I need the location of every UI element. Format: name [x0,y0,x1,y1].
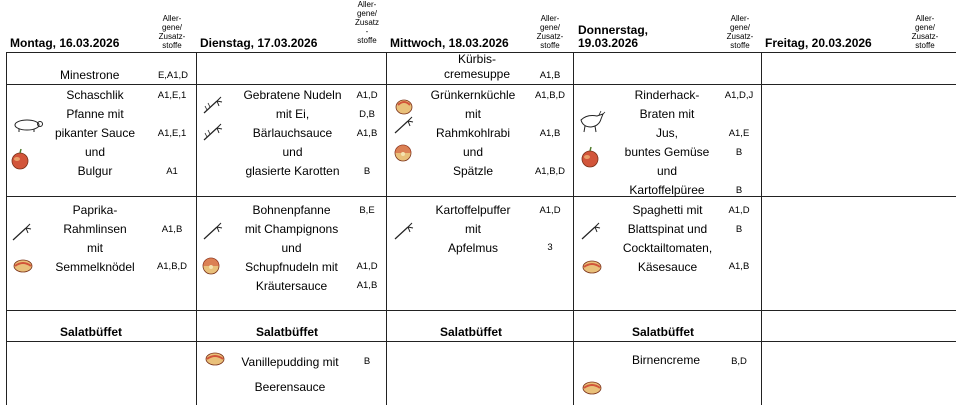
main-dish-monday: Schaschlik Pfanne mit pikanter Sauce und Bulgur [54,88,136,178]
second-dish-thursday: Spaghetti mit Blattspinat und Cocktailtomaten, Käsesauce [622,203,713,274]
dessert-tuesday: Vanillepudding mit Beerensauce [241,355,339,394]
allergen-header: Aller- gene/ Zusatz- stoffe [158,14,186,50]
allergen-code: A1,B [161,224,183,235]
allergen-code: E,A1,D [157,70,189,81]
carrot-icon [392,116,414,136]
row-divider [6,341,956,342]
allergen-code: B [735,224,743,235]
allergen-codes: A1,E,1 A1,E,1 A1 [157,90,187,177]
day-header-thursday [578,24,648,50]
allergen-code: A1,B [356,280,378,291]
carrot-icon [201,96,223,116]
second-dish-wednesday: Kartoffelpuffer mit Apfelmus [435,203,511,255]
carrot-icon [392,222,414,242]
col-divider [196,52,197,405]
carrot-icon [201,222,223,242]
salad-buffet-monday: Salatbüffet [60,325,123,339]
col-divider [573,52,574,405]
apple-icon [10,148,30,170]
second-dish-monday: Paprika- Rahmlinsen mit Semmelknödel [55,203,135,274]
allergen-codes: A1,D D,B A1,B B [356,90,378,177]
allergen-code: A1,B [728,261,750,272]
allergen-code: A1,B,D [156,261,188,272]
second-dish-tuesday: Bohnenpfanne mit Champignons und Schupfnudeln mit Kräutersauce [244,203,339,293]
row-divider [6,84,956,85]
allergen-codes: A1,D,J A1,E B B [724,90,754,196]
allergen-header: Aller- gene/ Zusatz- stoffe [726,14,754,50]
allergen-code: A1,D [539,205,561,216]
salad-buffet-tuesday: Salatbüffet [256,325,319,339]
row-divider [6,196,956,197]
main-dish-wednesday: Grünkernküchle mit Rahmkohlrabi und Spätzle [430,88,516,178]
apple-icon [580,146,600,168]
allergen-code: B,E [359,205,375,216]
soup-monday: Minestrone [60,68,120,82]
col-divider [6,52,7,405]
apple-half-icon [392,143,414,163]
main-dish-tuesday: Gebratene Nudeln mit Ei, Bärlauchsauce und glasierte Karotten [243,88,342,178]
day-header-thursday-line2: 19.03.2026 [578,36,639,50]
main-dish-thursday: Rinderhack- Braten mit Jus, buntes Gemüse und Kartoffelpüree [624,88,710,197]
carrot-icon [10,223,32,243]
allergen-code: A1,D [356,261,378,272]
allergen-header: Aller- gene/ Zusatz - stoffe [354,0,379,45]
apple-half-icon [204,351,226,367]
day-header-friday: Freitag, 20.03.2026 [765,36,872,50]
apple-half-icon [394,97,414,115]
carrot-icon [201,123,223,143]
allergen-code: B [363,356,371,367]
cow-icon [577,110,607,134]
apple-half-icon [581,259,603,275]
day-header-monday: Montag, 16.03.2026 [10,36,120,50]
allergen-code: B,D [731,356,747,367]
salad-buffet-wednesday: Salatbüffet [440,325,503,339]
col-divider [761,52,762,405]
dessert-thursday: Birnencreme [631,353,701,367]
allergen-codes: A1,B,D A1,B A1,B,D [534,90,566,177]
allergen-header: Aller- gene/ Zusatz- stoffe [911,14,939,50]
allergen-header: Aller- gene/ Zusatz- stoffe [536,14,564,50]
apple-half-icon [581,380,603,396]
apple-half-icon [200,256,222,276]
apple-half-icon [12,258,34,274]
salad-buffet-thursday: Salatbüffet [632,325,695,339]
carrot-icon [579,222,601,242]
day-header-tuesday: Dienstag, 17.03.2026 [200,36,318,50]
pig-icon [9,117,45,133]
day-header-wednesday: Mittwoch, 18.03.2026 [390,36,509,50]
soup-wednesday: Kürbis- cremesuppe [443,52,511,81]
allergen-code: A1,D [728,205,750,216]
allergen-code: 3 [547,242,553,253]
day-header-thursday-line1: Donnerstag, [578,23,649,37]
allergen-code: A1,B [539,70,561,81]
row-divider [6,310,956,311]
